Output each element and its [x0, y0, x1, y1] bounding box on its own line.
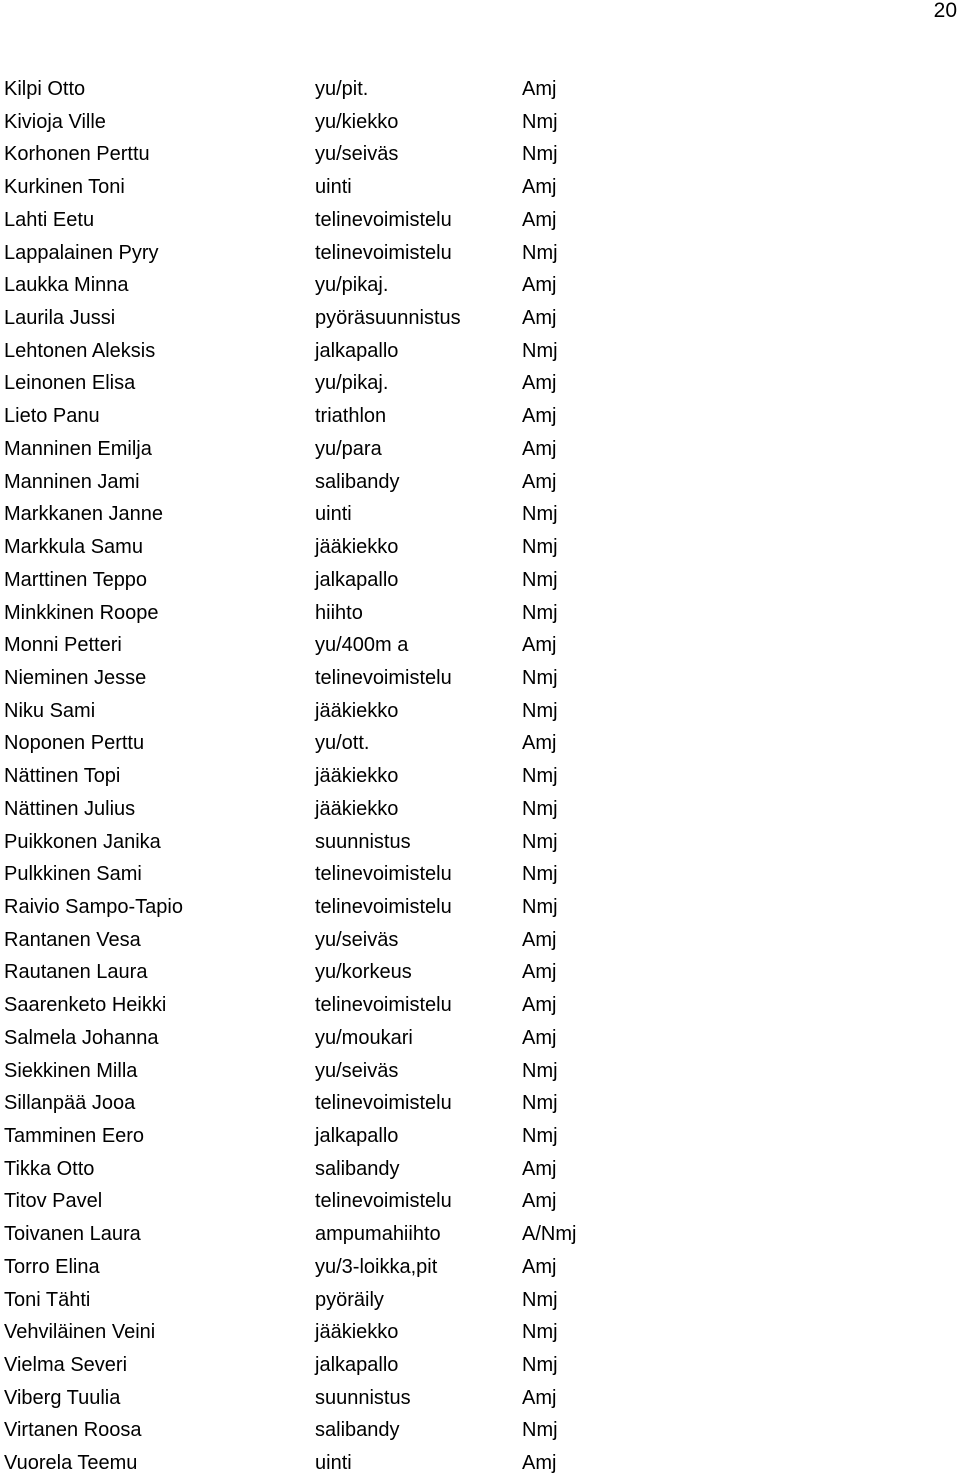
roster-row [0, 597, 960, 630]
athlete-sport: jääkiekko [315, 765, 399, 788]
athlete-sport: yu/pit. [315, 78, 369, 100]
athlete-name: Minkkinen Roope [4, 601, 159, 624]
athlete-sport: yu/seiväs [315, 143, 399, 166]
athlete-series: Nmj [522, 601, 558, 624]
athlete-name: Nättinen Julius [4, 797, 136, 820]
athlete-sport: yu/kiekko [315, 110, 399, 133]
athlete-series: Amj [522, 176, 557, 199]
athlete-name: Markkula Samu [4, 536, 143, 559]
athlete-name: Viberg Tuulia [4, 1386, 121, 1409]
roster-row [0, 367, 960, 400]
athlete-name: Sillanpää Jooa [4, 1092, 136, 1115]
roster-row [0, 73, 960, 106]
athlete-series: Nmj [522, 1059, 558, 1082]
athlete-sport: yu/seiväs [315, 928, 399, 951]
athlete-sport: yu/pikaj. [315, 372, 389, 395]
athlete-name: Laukka Minna [4, 274, 129, 297]
athlete-series: Nmj [522, 503, 558, 526]
athlete-sport: telinevoimistelu [315, 994, 452, 1017]
roster-row [0, 826, 960, 859]
roster-row [0, 1087, 960, 1120]
athlete-sport: pyöräsuunnistus [315, 307, 461, 330]
athlete-sport: salibandy [315, 470, 400, 493]
athlete-series: Nmj [522, 1288, 558, 1311]
page-number: 20 [933, 0, 957, 22]
athlete-sport: telinevoimistelu [315, 241, 452, 264]
roster-row [0, 891, 960, 924]
roster-row [0, 989, 960, 1022]
athlete-name: Manninen Jami [4, 470, 140, 493]
athlete-name: Toivanen Laura [4, 1223, 141, 1246]
athlete-sport: jääkiekko [315, 536, 399, 559]
athlete-series: Nmj [522, 863, 558, 886]
roster-row [0, 924, 960, 957]
roster-row [0, 269, 960, 302]
athlete-series: Amj [522, 470, 557, 493]
athlete-sport: suunnistus [315, 1386, 411, 1409]
athlete-name: Saarenketo Heikki [4, 994, 167, 1017]
athlete-name: Siekkinen Milla [4, 1059, 138, 1082]
athlete-sport: jalkapallo [315, 568, 399, 591]
athlete-name: Leinonen Elisa [4, 372, 136, 395]
athlete-sport: yu/moukari [315, 1026, 413, 1049]
athlete-series: Amj [522, 928, 557, 951]
roster-row [0, 335, 960, 368]
athlete-sport: yu/400m a [315, 634, 409, 657]
roster-row [0, 1185, 960, 1218]
roster-row [0, 466, 960, 499]
roster-row [0, 1349, 960, 1382]
athlete-series: Amj [522, 732, 557, 755]
roster-row [0, 106, 960, 139]
athlete-name: Pulkkinen Sami [4, 863, 142, 886]
athlete-series: Amj [522, 78, 557, 100]
roster-row [0, 1382, 960, 1415]
roster-row [0, 793, 960, 826]
roster-row [0, 400, 960, 433]
roster-row [0, 204, 960, 237]
roster-row [0, 1447, 960, 1480]
roster-row [0, 171, 960, 204]
roster-row [0, 760, 960, 793]
athlete-name: Tikka Otto [4, 1157, 95, 1180]
athlete-series: Amj [522, 1026, 557, 1049]
athlete-sport: triathlon [315, 405, 387, 428]
athlete-sport: yu/ott. [315, 732, 370, 755]
athlete-sport: uinti [315, 176, 352, 199]
athlete-series: Amj [522, 208, 557, 231]
athlete-name: Tamminen Eero [4, 1125, 145, 1147]
athlete-series: A/Nmj [522, 1223, 577, 1246]
athlete-sport: yu/3-loikka,pit [315, 1255, 438, 1278]
athlete-series: Amj [522, 1452, 557, 1475]
athlete-roster [0, 73, 960, 1480]
athlete-name: Monni Petteri [4, 634, 122, 657]
roster-row [0, 1218, 960, 1251]
roster-row [0, 727, 960, 760]
roster-row [0, 662, 960, 695]
athlete-series: Amj [522, 274, 557, 297]
athlete-series: Amj [522, 372, 557, 395]
athlete-name: Lehtonen Aleksis [4, 339, 156, 362]
roster-row [0, 1055, 960, 1088]
athlete-sport: yu/korkeus [315, 961, 412, 984]
athlete-series: Nmj [522, 1321, 558, 1344]
athlete-sport: yu/seiväs [315, 1059, 399, 1082]
athlete-series: Amj [522, 1190, 557, 1213]
roster-row [0, 498, 960, 531]
athlete-name: Noponen Perttu [4, 732, 145, 755]
athlete-sport: telinevoimistelu [315, 1092, 452, 1115]
roster-row [0, 695, 960, 728]
athlete-sport: uinti [315, 1452, 352, 1475]
athlete-sport: ampumahiihto [315, 1223, 441, 1246]
athlete-sport: jalkapallo [315, 1354, 399, 1377]
athlete-series: Amj [522, 437, 557, 460]
athlete-sport: telinevoimistelu [315, 895, 452, 918]
athlete-name: Raivio Sampo-Tapio [4, 895, 183, 918]
athlete-series: Nmj [522, 110, 558, 133]
roster-row [0, 1316, 960, 1349]
athlete-name: Titov Pavel [4, 1190, 103, 1213]
athlete-series: Amj [522, 994, 557, 1017]
athlete-name: Rautanen Laura [4, 961, 148, 984]
roster-row [0, 138, 960, 171]
athlete-name: Korhonen Perttu [4, 143, 150, 166]
athlete-series: Nmj [522, 895, 558, 918]
athlete-name: Lieto Panu [4, 405, 100, 428]
athlete-name: Lappalainen Pyry [4, 241, 159, 264]
roster-row [0, 1284, 960, 1317]
athlete-series: Amj [522, 405, 557, 428]
athlete-name: Toni Tähti [4, 1288, 91, 1311]
athlete-name: Laurila Jussi [4, 307, 116, 330]
roster-row [0, 237, 960, 270]
athlete-name: Niku Sami [4, 699, 96, 722]
roster-row [0, 564, 960, 597]
athlete-sport: jalkapallo [315, 339, 399, 362]
athlete-name: Virtanen Roosa [4, 1419, 142, 1442]
athlete-name: Kurkinen Toni [4, 176, 125, 199]
athlete-sport: yu/pikaj. [315, 274, 389, 297]
roster-row [0, 531, 960, 564]
roster-row [0, 629, 960, 662]
athlete-name: Marttinen Teppo [4, 568, 148, 591]
athlete-sport: jääkiekko [315, 1321, 399, 1344]
athlete-series: Amj [522, 1157, 557, 1180]
athlete-series: Nmj [522, 339, 558, 362]
athlete-series: Nmj [522, 666, 558, 689]
athlete-series: Nmj [522, 536, 558, 559]
athlete-series: Nmj [522, 1354, 558, 1377]
athlete-name: Vuorela Teemu [4, 1452, 138, 1475]
athlete-series: Nmj [522, 1092, 558, 1115]
athlete-sport: pyöräily [315, 1288, 384, 1311]
athlete-sport: yu/para [315, 437, 382, 460]
roster-row [0, 858, 960, 891]
athlete-name: Puikkonen Janika [4, 830, 161, 853]
athlete-sport: jääkiekko [315, 797, 399, 820]
roster-row [0, 1022, 960, 1055]
athlete-series: Nmj [522, 830, 558, 853]
athlete-sport: telinevoimistelu [315, 863, 452, 886]
roster-row [0, 433, 960, 466]
roster-row [0, 1251, 960, 1284]
athlete-series: Amj [522, 1386, 557, 1409]
athlete-name: Vielma Severi [4, 1354, 128, 1377]
athlete-sport: jääkiekko [315, 699, 399, 722]
athlete-sport: jalkapallo [315, 1125, 399, 1147]
athlete-sport: uinti [315, 503, 352, 526]
athlete-name: Kilpi Otto [4, 78, 86, 100]
athlete-sport: telinevoimistelu [315, 1190, 452, 1213]
athlete-series: Nmj [522, 1125, 558, 1147]
athlete-series: Nmj [522, 797, 558, 820]
athlete-series: Nmj [522, 568, 558, 591]
athlete-name: Salmela Johanna [4, 1026, 159, 1049]
athlete-sport: salibandy [315, 1419, 400, 1442]
athlete-name: Nättinen Topi [4, 765, 121, 788]
athlete-series: Nmj [522, 699, 558, 722]
roster-row [0, 1120, 960, 1153]
athlete-sport: telinevoimistelu [315, 666, 452, 689]
athlete-sport: hiihto [315, 601, 363, 624]
roster-row [0, 1153, 960, 1186]
athlete-name: Rantanen Vesa [4, 928, 141, 951]
athlete-series: Nmj [522, 765, 558, 788]
athlete-series: Amj [522, 307, 557, 330]
athlete-series: Amj [522, 634, 557, 657]
athlete-series: Nmj [522, 241, 558, 264]
athlete-name: Kivioja Ville [4, 110, 106, 133]
athlete-name: Lahti Eetu [4, 208, 95, 231]
athlete-sport: salibandy [315, 1157, 400, 1180]
athlete-name: Torro Elina [4, 1255, 100, 1278]
athlete-sport: suunnistus [315, 830, 411, 853]
roster-row [0, 1414, 960, 1447]
athlete-series: Nmj [522, 143, 558, 166]
athlete-name: Manninen Emilja [4, 437, 152, 460]
athlete-series: Nmj [522, 1419, 558, 1442]
roster-row [0, 956, 960, 989]
roster-row [0, 302, 960, 335]
athlete-sport: telinevoimistelu [315, 208, 452, 231]
athlete-series: Amj [522, 961, 557, 984]
athlete-name: Nieminen Jesse [4, 666, 147, 689]
athlete-name: Vehviläinen Veini [4, 1321, 156, 1344]
athlete-series: Amj [522, 1255, 557, 1278]
athlete-name: Markkanen Janne [4, 503, 163, 526]
